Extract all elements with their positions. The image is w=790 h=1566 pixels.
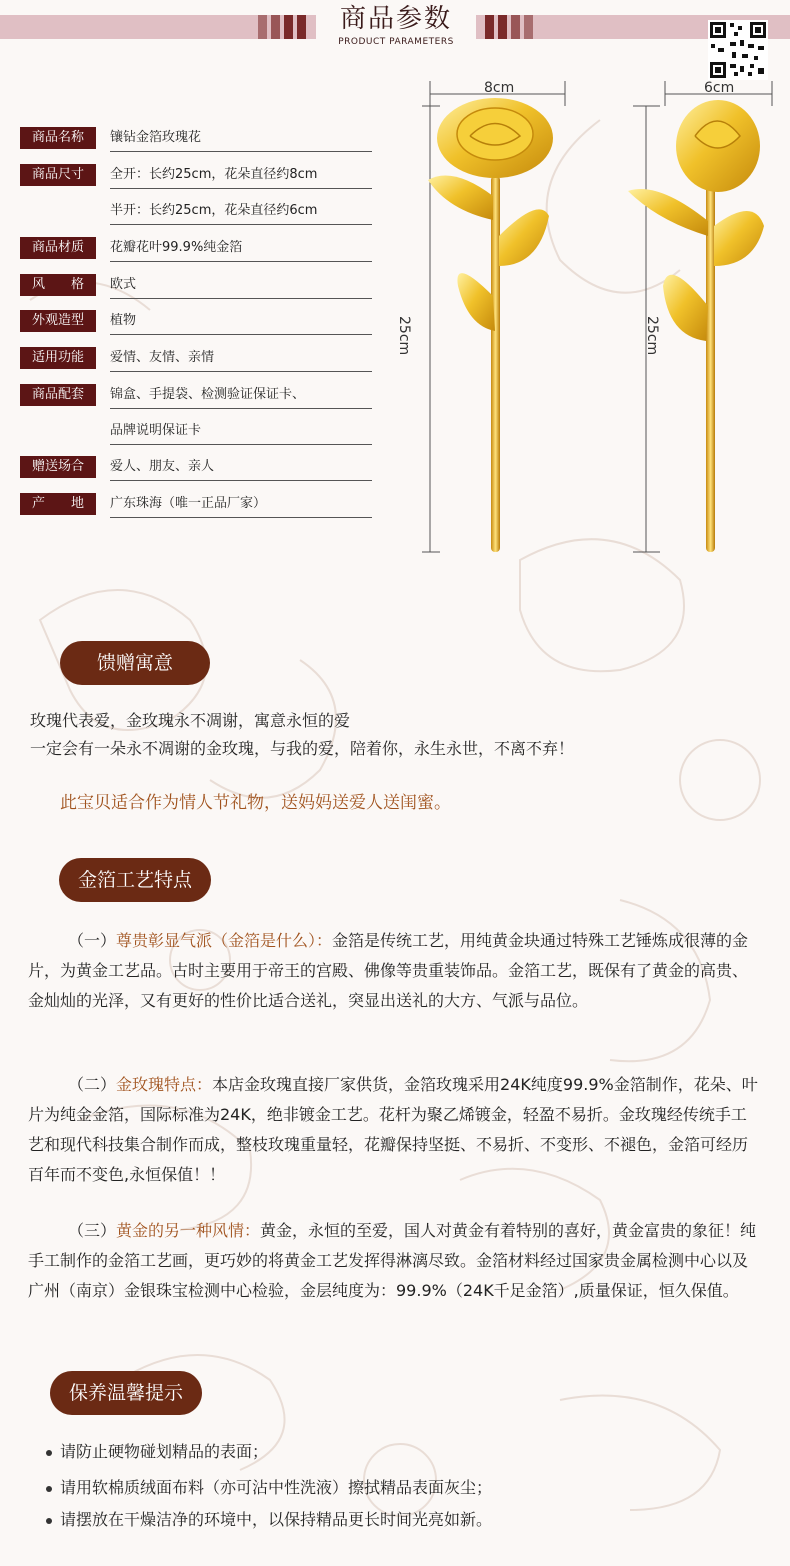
- care-tip-text: 请用软棉质绒面布料（亦可沾中性洗液）擦拭精品表面灰尘；: [60, 1478, 493, 1497]
- param-divider: [110, 408, 372, 409]
- care-tip-text: 请防止硬物碰划精品的表面；: [60, 1442, 269, 1461]
- param-value: 广东珠海（唯一正品厂家）: [110, 496, 267, 511]
- param-label: 商品名称: [20, 127, 96, 149]
- craft-section-title: 金箔工艺特点: [59, 858, 211, 902]
- gift-highlight: 此宝贝适合作为情人节礼物，送妈妈送爱人送闺蜜。: [60, 793, 451, 813]
- craft-p1-body: 金箔是传统工艺，用纯黄金块通过特殊工艺锤炼成很薄的金片，为黄金工艺品。古时主要用于帝王的宫殿、佛像等贵重装饰品。金箔工艺，既保有了黄金的高贵、金灿灿的光泽，又有更好的性价比适合送礼，突显出送礼的大方、气派与品位。: [28, 931, 749, 1010]
- param-value: 植物: [110, 313, 137, 328]
- page-title-text: 商品参数: [339, 4, 452, 34]
- param-row: [20, 274, 372, 296]
- param-label: 商品配套: [20, 384, 96, 406]
- craft-p2-title: 金玫瑰特点：: [116, 1075, 213, 1094]
- param-divider: [110, 224, 372, 225]
- header-stripe: [271, 15, 280, 39]
- param-divider: [110, 151, 372, 152]
- craft-p2-body: 本店金玫瑰直接厂家供货，金箔玫瑰采用24K纯度99.9%金箔制作，花朵、叶片为纯金金箔，国际标准为24K，绝非镀金工艺。花杆为聚乙烯镀金，轻盈不易折。金玫瑰经传统手工艺和现代科技集合制作而成，整枝玫瑰重量轻，花瓣保持坚挺、不易折、不变形、不褪色，金箔可经历百年而不变色,永恒保值！！: [28, 1075, 758, 1184]
- rose2-length-label: 25cm: [644, 316, 660, 356]
- bullet-dot-icon: [46, 1518, 52, 1524]
- param-label: 风 格: [20, 274, 96, 296]
- rose1-length-label: 25cm: [396, 316, 412, 356]
- param-row: [20, 384, 372, 406]
- care-tip: [46, 1440, 268, 1464]
- gift-section-title: 馈赠寓意: [60, 641, 210, 685]
- craft-p1-title: 尊贵彰显气派（金箔是什么）：: [116, 931, 333, 950]
- care-tip: [46, 1476, 492, 1500]
- bullet-dot-icon: [46, 1450, 52, 1456]
- care-tip-text: 请摆放在干燥洁净的环境中，以保持精品更长时间光亮如新。: [60, 1510, 493, 1529]
- param-divider: [110, 188, 372, 189]
- qr-code-icon[interactable]: [708, 20, 768, 80]
- param-label: 商品材质: [20, 237, 96, 259]
- craft-p3-prefix: （三）: [68, 1221, 117, 1240]
- param-divider: [110, 371, 372, 372]
- rose1-image: [428, 98, 553, 552]
- header-stripe: [524, 15, 533, 39]
- param-divider: [110, 444, 372, 445]
- param-value: 花瓣花叶99.9%纯金箔: [110, 240, 243, 255]
- param-row: [20, 237, 372, 259]
- header-band-left: [0, 15, 316, 39]
- craft-p1-prefix: （一）: [68, 931, 117, 950]
- craft-paragraph-1: [28, 926, 762, 1016]
- gift-line-1: 玫瑰代表爱，金玫瑰永不凋谢，寓意永恒的爱: [30, 711, 351, 730]
- header-stripe: [498, 15, 507, 39]
- craft-p3-title: 黄金的另一种风情：: [116, 1221, 261, 1240]
- param-value: 半开：长约25cm，花朵直径约6cm: [110, 203, 318, 218]
- param-label: 产 地: [20, 493, 96, 515]
- rose1-width-label: 8cm: [484, 80, 515, 96]
- bullet-dot-icon: [46, 1486, 52, 1492]
- craft-paragraph-3: [28, 1216, 762, 1306]
- header-stripe: [284, 15, 293, 39]
- header-stripe: [258, 15, 267, 39]
- care-tip: [46, 1508, 492, 1532]
- page-subtitle: PRODUCT PARAMETERS: [338, 37, 454, 47]
- param-row: [20, 200, 372, 222]
- param-row: [20, 420, 372, 442]
- param-value: 全开：长约25cm，花朵直径约8cm: [110, 167, 318, 182]
- param-value: 爱情、友情、亲情: [110, 350, 215, 365]
- param-value: 品牌说明保证卡: [110, 423, 202, 438]
- param-row: [20, 347, 372, 369]
- care-section-title: 保养温馨提示: [50, 1371, 202, 1415]
- param-row: [20, 127, 372, 149]
- header-stripe: [485, 15, 494, 39]
- header-stripe: [297, 15, 306, 39]
- craft-paragraph-2: [28, 1070, 762, 1190]
- rose-product-images: [400, 76, 785, 560]
- param-value: 镶钻金箔玫瑰花: [110, 130, 202, 145]
- craft-p3-body: 黄金，永恒的至爱，国人对黄金有着特别的喜好，黄金富贵的象征！纯手工制作的金箔工艺画，更巧妙的将黄金工艺发挥得淋漓尽致。金箔材料经过国家贵金属检测中心以及广州（南京）金银珠宝检测中心检验，金层纯度为：99.9%（24K千足金箔）,质量保证，恒久保值。: [28, 1221, 757, 1300]
- param-value: 爱人、朋友、亲人: [110, 459, 215, 474]
- header-stripe: [511, 15, 520, 39]
- param-row: [20, 310, 372, 332]
- param-row: [20, 493, 372, 515]
- param-divider: [110, 298, 372, 299]
- param-label: 赠送场合: [20, 456, 96, 478]
- param-divider: [110, 480, 372, 481]
- craft-p2-prefix: （二）: [68, 1075, 117, 1094]
- gift-line-2: 一定会有一朵永不凋谢的金玫瑰，与我的爱，陪着你，永生永世，不离不弃！: [30, 739, 575, 758]
- param-value: 锦盒、手提袋、检测验证保证卡、: [110, 387, 306, 402]
- param-label: 商品尺寸: [20, 164, 96, 186]
- param-divider: [110, 334, 372, 335]
- param-value: 欧式: [110, 277, 137, 292]
- param-row: [20, 164, 372, 186]
- param-divider: [110, 517, 372, 518]
- param-divider: [110, 261, 372, 262]
- page-title: [316, 2, 476, 54]
- param-label: 外观造型: [20, 310, 96, 332]
- param-row: [20, 456, 372, 478]
- param-label: 适用功能: [20, 347, 96, 369]
- rose2-width-label: 6cm: [704, 80, 735, 96]
